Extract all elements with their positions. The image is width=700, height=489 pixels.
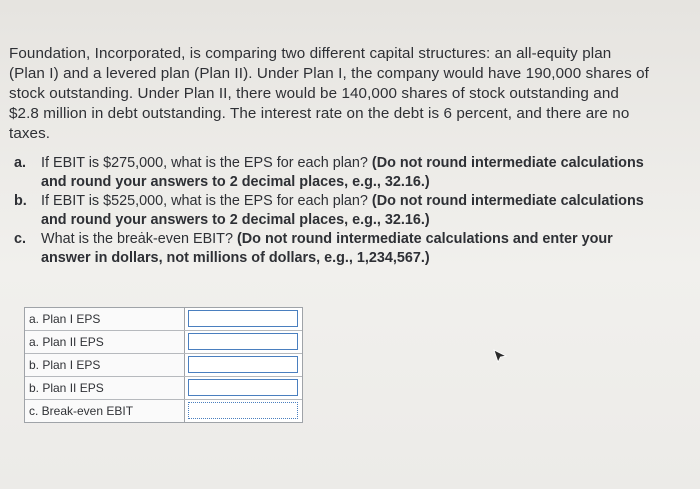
answer-table: [24, 307, 303, 423]
question-letter: b.: [14, 193, 27, 209]
row-label: b. Plan II EPS: [25, 377, 185, 399]
plan-1-eps-b-input[interactable]: [188, 356, 298, 373]
question-instruction: (Do not round intermediate calculations and round your answers to 2 decimal places, e.g., 32.16.): [41, 193, 644, 228]
row-label: c. Break-even EBIT: [25, 400, 185, 422]
table-row: [25, 331, 302, 354]
question-text: [41, 192, 654, 230]
question-prompt: If EBIT is $275,000, what is the EPS for each plan?: [41, 155, 368, 171]
row-label: a. Plan I EPS: [25, 308, 185, 330]
table-row: [25, 308, 302, 331]
row-label: a. Plan II EPS: [25, 331, 185, 353]
table-row: [25, 377, 302, 400]
question-instruction: (Do not round intermediate calculations and enter your answer in dollars, not millions of dollars, e.g., 1,234,567.): [41, 231, 613, 266]
question-text: [41, 230, 654, 268]
break-even-ebit-input[interactable]: [188, 402, 298, 419]
mouse-pointer-icon: [493, 349, 507, 363]
question-b: [14, 192, 654, 230]
row-label: b. Plan I EPS: [25, 354, 185, 376]
question-text: [41, 154, 654, 192]
question-instruction: (Do not round intermediate calculations and round your answers to 2 decimal places, e.g., 32.16.): [41, 155, 644, 190]
question-prompt: If EBIT is $525,000, what is the EPS for each plan?: [41, 193, 368, 209]
question-letter: a.: [14, 155, 27, 171]
question-a: [14, 154, 654, 192]
question-letter: c.: [14, 231, 27, 247]
plan-2-eps-a-input[interactable]: [188, 333, 298, 350]
question-c: [14, 230, 654, 268]
problem-statement: Foundation, Incorporated, is comparing two different capital structures: an all-equity plan (Plan I) and a levered plan (Plan II). Under Plan I, the company would have 190,000 shares of stock outstanding. Under Plan II, there would be 140,000 shares of stock outstanding and $2.8 million in debt outstanding. The interest rate on the debt is 6 percent, and there are no taxes.: [9, 45, 649, 142]
plan-1-eps-a-input[interactable]: [188, 310, 298, 327]
plan-2-eps-b-input[interactable]: [188, 379, 298, 396]
table-row: [25, 400, 302, 422]
table-row: [25, 354, 302, 377]
question-prompt: What is the breȧk-even EBIT?: [41, 231, 233, 247]
